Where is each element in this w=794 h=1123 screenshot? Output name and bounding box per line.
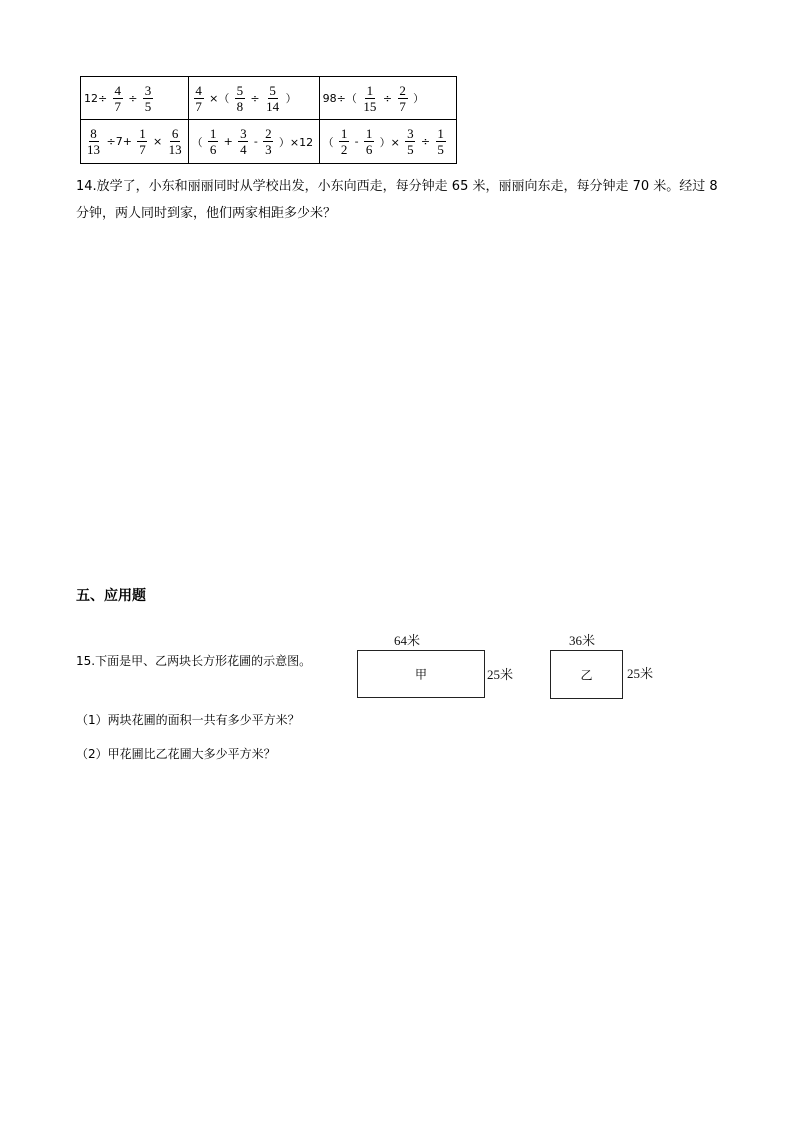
fraction: $\frac{8}{13}$	[87, 126, 100, 157]
fraction: $\frac{1}{15}$	[363, 82, 377, 114]
fraction: $\frac{6}{13}$	[168, 126, 182, 157]
fraction: $\frac{4}{7}$	[114, 82, 121, 114]
garden-diagram	[340, 628, 680, 708]
calc-cell-2-3: （ $\frac{1}{2}$ - $\frac{1}{6}$ ）× $\frac{3}{5}$ ÷ $\frac{1}{5}$	[319, 120, 456, 164]
fraction: $\frac{3}{5}$	[407, 126, 414, 157]
calculation-table	[80, 76, 457, 164]
fraction: $\frac{1}{7}$	[139, 126, 146, 157]
question-15-sub-1: （1）两块花圃的面积一共有多少平方米？	[76, 713, 300, 727]
calc-cell-1-1: 12÷ $\frac{4}{7}$ ÷ $\frac{3}{5}$	[81, 77, 189, 120]
question-14-text: 14.放学了，小东和丽丽同时从学校出发，小东向西走，每分钟走 65 米，丽丽向东走，每分钟走 70 米。经过 8 分钟，两人同时到家，他们两家相距多少米？	[76, 179, 718, 221]
fraction: $\frac{3}{5}$	[144, 82, 152, 114]
garden-a-width-label: 25米	[487, 667, 514, 682]
calc-cell-2-1: $\frac{8}{13}$ ÷7+ $\frac{1}{7}$ × $\frac{6}{13}$	[81, 120, 189, 164]
fraction: $\frac{2}{7}$	[399, 82, 406, 114]
calc-cell-2-2: （ $\frac{1}{6}$ + $\frac{3}{4}$ - $\frac{2}{3}$ ）×12	[188, 120, 319, 164]
calc-cell-1-2: $\frac{4}{7}$ ×（ $\frac{5}{8}$ ÷ $\frac{5}{14}$ ）	[188, 77, 319, 120]
fraction: $\frac{1}{5}$	[437, 126, 444, 157]
garden-b-rect	[550, 650, 623, 699]
fraction: $\frac{1}{2}$	[340, 126, 348, 157]
table-row	[81, 120, 457, 164]
fraction: $\frac{5}{14}$	[266, 82, 280, 114]
fraction: $\frac{5}{8}$	[236, 82, 244, 114]
fraction: $\frac{3}{4}$	[240, 126, 247, 157]
garden-b-length-label: 36米	[569, 633, 596, 648]
section-5-heading: 五、应用题	[76, 588, 146, 604]
fraction: $\frac{4}{7}$	[195, 82, 202, 114]
garden-a-length-label: 64米	[394, 633, 421, 648]
calc-cell-1-3: 98÷（ $\frac{1}{15}$ ÷ $\frac{2}{7}$ ）	[319, 77, 456, 120]
garden-b-width-label: 25米	[627, 666, 654, 681]
fraction: $\frac{2}{3}$	[265, 126, 272, 157]
fraction: $\frac{1}{6}$	[365, 126, 373, 157]
garden-a-rect	[357, 650, 485, 698]
fraction: $\frac{1}{6}$	[209, 126, 217, 157]
garden-a-name: 甲	[414, 667, 427, 682]
table-row	[81, 77, 457, 120]
garden-b-name: 乙	[580, 668, 593, 682]
question-15-text: 15.下面是甲、乙两块长方形花圃的示意图。	[76, 654, 312, 668]
question-15-sub-2: （2）甲花圃比乙花圃大多少平方米？	[76, 747, 276, 761]
